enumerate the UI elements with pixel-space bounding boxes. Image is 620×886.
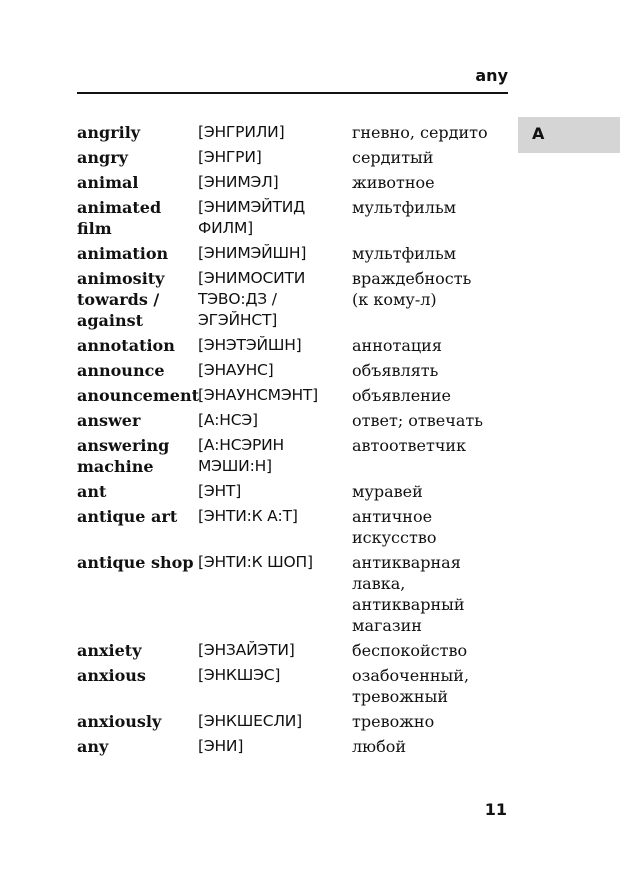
thumb-index-letter: A: [532, 124, 545, 143]
pronunciation: [198, 360, 352, 381]
translation: [352, 736, 507, 757]
headword: [77, 665, 198, 707]
translation: [352, 410, 507, 431]
pronunciation-line: ТЭВО:ДЗ /: [198, 290, 277, 308]
dictionary-entries: [77, 122, 507, 761]
translation-line: искусство: [352, 528, 437, 547]
pronunciation-line: [ЭНГРИ]: [198, 148, 262, 166]
translation-line: объявление: [352, 386, 451, 405]
dictionary-entry: [77, 435, 507, 477]
headword: [77, 506, 198, 548]
pronunciation-line: [ЭНИМЭЙШН]: [198, 244, 307, 262]
pronunciation-line: [ЭНИМЭЙТИД: [198, 198, 306, 216]
headword-line: anxiously: [77, 712, 162, 731]
dictionary-entry: [77, 481, 507, 502]
pronunciation: [198, 410, 352, 431]
headword-line: against: [77, 311, 144, 330]
translation-line: ответ; отвечать: [352, 411, 483, 430]
dictionary-entry: [77, 410, 507, 431]
translation: [352, 197, 507, 239]
pronunciation-line: [ЭНИ]: [198, 737, 244, 755]
pronunciation: [198, 711, 352, 732]
headword: [77, 335, 198, 356]
translation-line: антикварная: [352, 553, 461, 572]
headword: [77, 640, 198, 661]
pronunciation-line: [ЭНАУНС]: [198, 361, 274, 379]
pronunciation-line: [ЭНКШЭС]: [198, 666, 281, 684]
pronunciation-line: ФИЛМ]: [198, 219, 254, 237]
headword: [77, 197, 198, 239]
headword-line: anxious: [77, 666, 146, 685]
dictionary-entry: [77, 711, 507, 732]
translation-line: муравей: [352, 482, 423, 501]
pronunciation-line: МЭШИ:Н]: [198, 457, 272, 475]
pronunciation: [198, 243, 352, 264]
translation-line: мультфильм: [352, 198, 457, 217]
dictionary-entry: [77, 552, 507, 636]
header-rule: [77, 92, 508, 94]
translation-line: объявлять: [352, 361, 439, 380]
translation-line: античное: [352, 507, 433, 526]
pronunciation: [198, 172, 352, 193]
running-head: any: [475, 66, 508, 85]
dictionary-entry: [77, 197, 507, 239]
pronunciation: [198, 268, 352, 331]
dictionary-entry: [77, 640, 507, 661]
headword-line: animosity: [77, 269, 165, 288]
headword: [77, 122, 198, 143]
headword-line: antique shop: [77, 553, 194, 572]
headword-line: angrily: [77, 123, 141, 142]
pronunciation: [198, 640, 352, 661]
headword: [77, 385, 198, 406]
pronunciation: [198, 481, 352, 502]
translation: [352, 640, 507, 661]
headword-line: animal: [77, 173, 139, 192]
headword: [77, 147, 198, 168]
dictionary-entry: [77, 360, 507, 381]
headword-line: animation: [77, 244, 169, 263]
translation-line: любой: [352, 737, 407, 756]
headword-line: anxiety: [77, 641, 142, 660]
translation: [352, 147, 507, 168]
translation-line: лавка,: [352, 574, 406, 593]
pronunciation: [198, 506, 352, 548]
page-number: 11: [484, 800, 507, 819]
translation: [352, 268, 507, 331]
translation-line: автоответчик: [352, 436, 467, 455]
dictionary-entry: [77, 665, 507, 707]
headword-line: any: [77, 737, 109, 756]
dictionary-entry: [77, 147, 507, 168]
pronunciation-line: [ЭНТИ:К ШОП]: [198, 553, 313, 571]
translation-line: животное: [352, 173, 435, 192]
dictionary-entry: [77, 122, 507, 143]
pronunciation: [198, 147, 352, 168]
pronunciation: [198, 197, 352, 239]
translation-line: гневно, сердито: [352, 123, 488, 142]
pronunciation-line: [ЭНЭТЭЙШН]: [198, 336, 302, 354]
translation: [352, 665, 507, 707]
translation: [352, 335, 507, 356]
translation-line: аннотация: [352, 336, 442, 355]
pronunciation-line: [ЭНЗАЙЭТИ]: [198, 641, 295, 659]
dictionary-entry: [77, 268, 507, 331]
translation-line: враждебность: [352, 269, 472, 288]
headword-line: machine: [77, 457, 154, 476]
translation-line: тревожно: [352, 712, 435, 731]
translation: [352, 711, 507, 732]
headword-line: answer: [77, 411, 141, 430]
headword-line: antique art: [77, 507, 178, 526]
translation-line: сердитый: [352, 148, 434, 167]
dictionary-entry: [77, 385, 507, 406]
pronunciation: [198, 552, 352, 636]
dictionary-entry: [77, 736, 507, 757]
headword-line: film: [77, 219, 112, 238]
pronunciation-line: [ЭНИМОСИТИ: [198, 269, 306, 287]
translation-line: мультфильм: [352, 244, 457, 263]
translation: [352, 385, 507, 406]
headword: [77, 736, 198, 757]
pronunciation: [198, 435, 352, 477]
translation: [352, 243, 507, 264]
headword-line: ant: [77, 482, 107, 501]
translation: [352, 122, 507, 143]
headword: [77, 552, 198, 636]
translation: [352, 481, 507, 502]
headword: [77, 360, 198, 381]
translation-line: озабоченный,: [352, 666, 470, 685]
pronunciation-line: [ЭНКШЕСЛИ]: [198, 712, 303, 730]
dictionary-entry: [77, 172, 507, 193]
pronunciation-line: [А:НСЭ]: [198, 411, 258, 429]
dictionary-entry: [77, 335, 507, 356]
translation-line: беспокойство: [352, 641, 468, 660]
headword-line: anouncement: [77, 386, 199, 405]
pronunciation-line: [ЭНАУНСМЭНТ]: [198, 386, 319, 404]
translation: [352, 360, 507, 381]
headword-line: towards /: [77, 290, 160, 309]
headword-line: announce: [77, 361, 165, 380]
pronunciation: [198, 665, 352, 707]
translation: [352, 435, 507, 477]
translation: [352, 506, 507, 548]
headword-line: angry: [77, 148, 128, 167]
translation-line: антикварный: [352, 595, 465, 614]
dictionary-entry: [77, 506, 507, 548]
pronunciation-line: [ЭНТ]: [198, 482, 242, 500]
headword: [77, 481, 198, 502]
translation: [352, 172, 507, 193]
headword: [77, 410, 198, 431]
headword: [77, 172, 198, 193]
pronunciation-line: [ЭНГРИЛИ]: [198, 123, 285, 141]
pronunciation: [198, 122, 352, 143]
pronunciation-line: [ЭНИМЭЛ]: [198, 173, 279, 191]
translation-line: (к кому-л): [352, 290, 437, 309]
thumb-index-tab: [518, 117, 620, 153]
pronunciation: [198, 335, 352, 356]
headword: [77, 243, 198, 264]
headword: [77, 268, 198, 331]
pronunciation-line: ЭГЭЙНСТ]: [198, 311, 278, 329]
pronunciation: [198, 385, 352, 406]
translation: [352, 552, 507, 636]
headword: [77, 711, 198, 732]
pronunciation-line: [А:НСЭРИН: [198, 436, 284, 454]
headword-line: animated: [77, 198, 162, 217]
translation-line: магазин: [352, 616, 422, 635]
dictionary-entry: [77, 243, 507, 264]
pronunciation: [198, 736, 352, 757]
headword-line: answering: [77, 436, 170, 455]
translation-line: тревожный: [352, 687, 448, 706]
pronunciation-line: [ЭНТИ:К А:Т]: [198, 507, 298, 525]
headword-line: annotation: [77, 336, 175, 355]
headword: [77, 435, 198, 477]
